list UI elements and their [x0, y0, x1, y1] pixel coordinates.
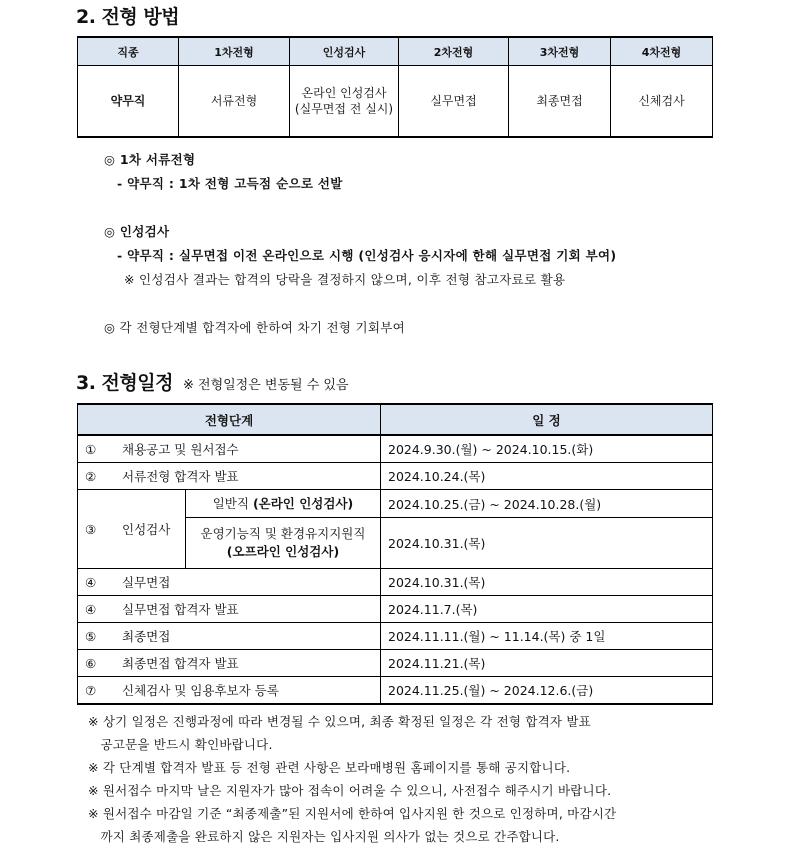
row-num: ④ — [85, 601, 97, 617]
row-date: 2024.10.31.(목) — [381, 569, 713, 596]
header-date: 일 정 — [381, 404, 713, 435]
schedule-table — [77, 403, 713, 705]
section3-title — [76, 368, 349, 395]
section3-title-text: 3. 전형일정 — [76, 372, 173, 394]
sub-stage-operations — [186, 518, 381, 569]
sub-stage-operations-line2: (오프라인 인성검사) — [226, 544, 340, 560]
cell-fourth: 신체검사 — [611, 66, 713, 138]
row-stage: 실무면접 — [122, 575, 171, 590]
row-num: ④ — [85, 574, 97, 590]
table-row — [78, 569, 713, 596]
header-job: 직종 — [78, 37, 179, 66]
cell-second: 실무면접 — [399, 66, 509, 138]
row-date: 2024.10.24.(목) — [381, 463, 713, 490]
row-num: ⑦ — [85, 682, 97, 698]
row-stage: 서류전형 합격자 발표 — [122, 469, 239, 484]
cell-personality-line2: (실무면접 전 실시) — [294, 102, 394, 116]
row-stage: 신체검사 및 임용후보자 등록 — [122, 683, 279, 698]
selection-method-table — [77, 36, 713, 138]
row-stage: 인성검사 — [122, 522, 171, 537]
header-fourth: 4차전형 — [611, 37, 713, 66]
row-stage: 최종면접 — [122, 629, 171, 644]
cell-first: 서류전형 — [179, 66, 290, 138]
row-date: 2024.11.11.(월) ~ 11.14.(목) 중 1일 — [381, 623, 713, 650]
sub-stage-general — [186, 490, 381, 518]
row-stage: 최종면접 합격자 발표 — [122, 656, 239, 671]
table-row — [78, 66, 713, 138]
cell-personality — [290, 66, 399, 138]
section3-note: ※ 전형일정은 변동될 수 있음 — [182, 378, 349, 393]
header-third: 3차전형 — [509, 37, 611, 66]
table-header-row — [78, 37, 713, 66]
table-row — [78, 596, 713, 623]
footnote-4-cont: 까지 최종제출을 완료하지 않은 지원자는 입사지원 의사가 없는 것으로 간주합니다. — [88, 829, 560, 844]
row-num: ⑤ — [85, 628, 97, 644]
row-num: ③ — [85, 521, 97, 537]
table-row — [78, 650, 713, 677]
personality-test-note: ※ 인성검사 결과는 합격의 당락을 결정하지 않으며, 이후 전형 참고자료로 활용 — [124, 272, 566, 287]
row-date: 2024.11.21.(목) — [381, 650, 713, 677]
header-stage: 전형단계 — [78, 404, 381, 435]
table-row — [78, 677, 713, 705]
row-num: ⑥ — [85, 655, 97, 671]
header-first: 1차전형 — [179, 37, 290, 66]
sub-stage-operations-line1: 운영기능직 및 환경유지지원직 — [200, 526, 366, 542]
section2-title: 2. 전형 방법 — [76, 6, 180, 28]
sub-stage-general-bold: (온라인 인성검사) — [252, 495, 354, 511]
header-personality: 인성검사 — [290, 37, 399, 66]
row-date: 2024.11.25.(월) ~ 2024.12.6.(금) — [381, 677, 713, 705]
stage-opportunity-note: ◎ 각 전형단계별 합격자에 한하여 차기 전형 기회부여 — [104, 320, 405, 335]
cell-personality-line1: 온라인 인성검사 — [301, 86, 387, 100]
row-num: ② — [85, 468, 97, 484]
row-stage: 실무면접 합격자 발표 — [122, 602, 239, 617]
row-date: 2024.10.31.(목) — [381, 518, 713, 569]
first-screening-title: ◎ 1차 서류전형 — [104, 152, 196, 167]
cell-third: 최종면접 — [509, 66, 611, 138]
table-row — [78, 463, 713, 490]
row-stage: 채용공고 및 원서접수 — [122, 442, 239, 457]
row-date: 2024.9.30.(월) ~ 2024.10.15.(화) — [381, 435, 713, 463]
table-row-personality-1 — [78, 490, 713, 518]
header-second: 2차전형 — [399, 37, 509, 66]
footnote-2: ※ 각 단계별 합격자 발표 등 전형 관련 사항은 보라매병원 홈페이지를 통해 공지합니다. — [88, 760, 571, 775]
footnote-1: ※ 상기 일정은 진행과정에 따라 변경될 수 있으며, 최종 확정된 일정은 각 전형 합격자 발표 — [88, 714, 591, 729]
sub-stage-general-normal: 일반직 — [212, 495, 253, 511]
footnote-3: ※ 원서접수 마지막 날은 지원자가 많아 접속이 어려울 수 있으니, 사전접수 해주시기 바랍니다. — [88, 783, 612, 798]
personality-test-item: - 약무직 : 실무면접 이전 온라인으로 시행 (인성검사 응시자에 한해 실무면접 기회 부여) — [117, 248, 617, 263]
first-screening-item: - 약무직 : 1차 전형 고득점 순으로 선발 — [117, 176, 343, 191]
table-row — [78, 435, 713, 463]
row-num: ① — [85, 441, 97, 457]
footnote-1-cont: 공고문을 반드시 확인바랍니다. — [88, 737, 273, 752]
footnote-4: ※ 원서접수 마감일 기준 “최종제출”된 지원서에 한하여 입사지원 한 것으로 인정하며, 마감시간 — [88, 806, 617, 821]
schedule-header-row — [78, 404, 713, 435]
row-date: 2024.10.25.(금) ~ 2024.10.28.(월) — [381, 490, 713, 518]
personality-test-title: ◎ 인성검사 — [104, 224, 170, 239]
row-date: 2024.11.7.(목) — [381, 596, 713, 623]
cell-job: 약무직 — [78, 66, 179, 138]
table-row — [78, 623, 713, 650]
